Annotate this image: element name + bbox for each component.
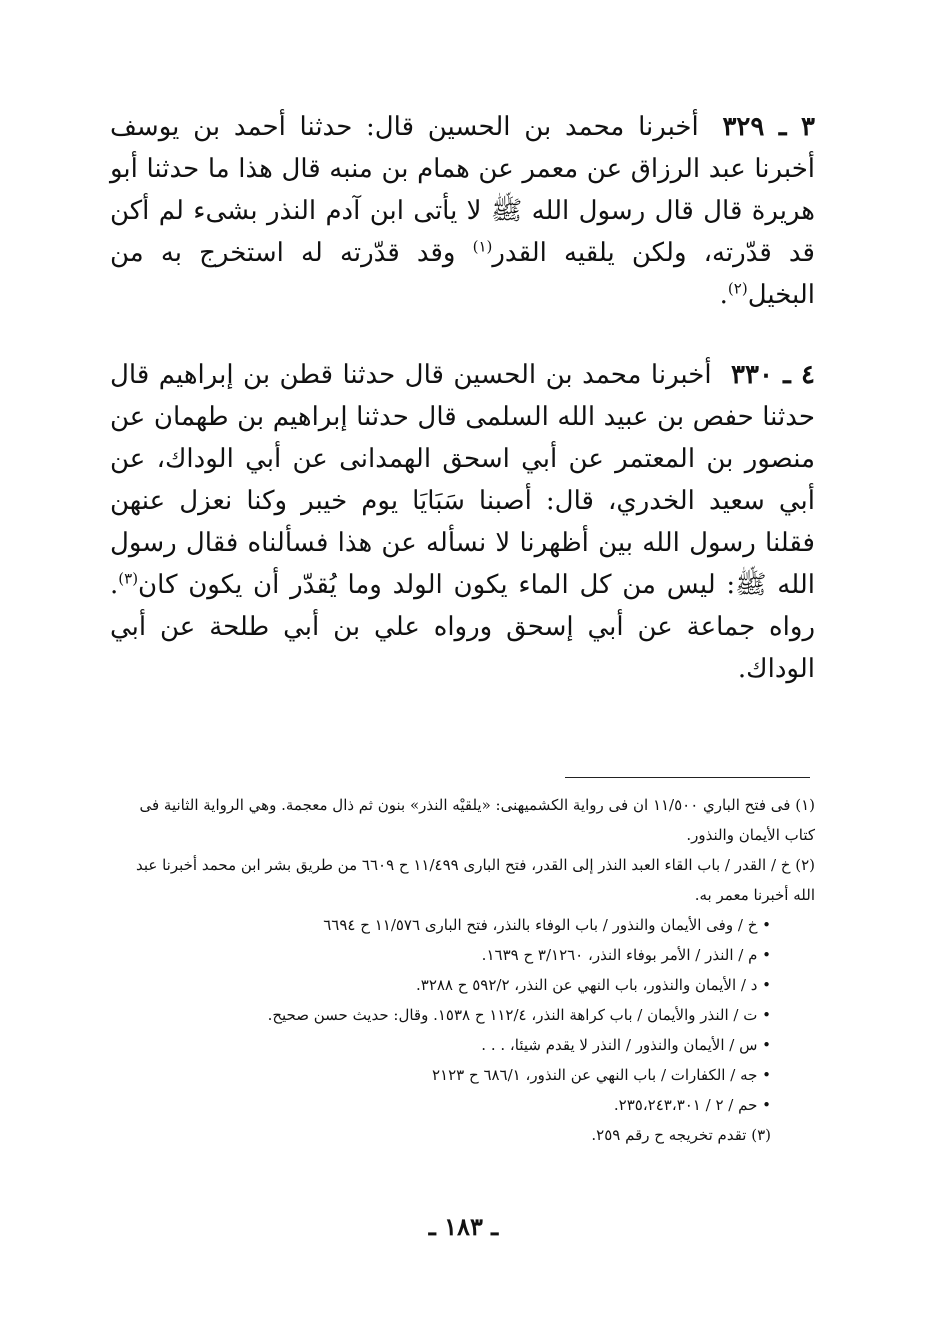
footnote-source: • س / الأيمان والنذور / النذر لا يقدم شيئا، . . . bbox=[481, 1036, 771, 1054]
footnote-1: (١) فى فتح الباري ١١/٥٠٠ ان فى رواية الكشميهنى: «يلقيْه النذر» بنون ثم ذال معجمة. وهي الرواية الثانية فى كتاب الأيمان والنذور. bbox=[139, 796, 815, 844]
hadith-number: ٤ ـ ٣٣٠ bbox=[731, 360, 815, 390]
hadith-text: أخبرنا محمد بن الحسين قال حدثنا قطن بن إبراهيم قال حدثنا حفص بن عبيد الله السلمى قال حدثنا إبراهيم بن طهمان عن منصور بن المعتمر عن أبي اسحق الهمدانى عن أبي الوداك، عن أبي سعيد الخدري، قال: أصبنا سَبَايَا يوم خيبر وكنا نعزل عنهن فقلنا رسول الله بين أظهرنا لا نسأله عن هذا فسألناه فقال رسول الله ﷺ: ليس من كل الماء يكون الولد وما يُقدّر أن يكون كان bbox=[110, 360, 815, 600]
hadith-number: ٣ ـ ٣٢٩ bbox=[722, 112, 815, 142]
hadith-text: أخبرنا محمد بن الحسين قال: حدثنا أحمد بن يوسف أخبرنا عبد الرزاق عن معمر عن همام بن منبه قال هذا ما حدثنا أبو هريرة قال قال رسول الله ﷺ لا يأتى ابن آدم النذر بشىء لم أكن قد قدّرته، ولكن يلقيه القدر bbox=[110, 112, 815, 268]
footnote-ref-1: (١) bbox=[472, 237, 493, 256]
footnote-3: (٣) تقدم تخريجه ح رقم ٢٥٩. bbox=[591, 1126, 771, 1144]
hadith-text: . رواه جماعة عن أبي إسحق ورواه علي بن أبي طلحة عن أبي الوداك. bbox=[110, 570, 815, 684]
hadith-text: وقد قدّرته له استخرج به من البخيل bbox=[110, 238, 815, 310]
footnote-source: • ت / النذر والأيمان / باب كراهة النذر، ١١٢/٤ ح ١٥٣٨. وقال: حديث حسن صحيح. bbox=[267, 1006, 771, 1024]
footnote-ref-2: (٢) bbox=[727, 279, 748, 298]
hadith-text: . bbox=[719, 280, 728, 310]
footnote-2: (٢) خ / القدر / باب القاء العبد النذر إلى القدر، فتح البارى ١١/٤٩٩ ح ٦٦٠٩ من طريق بشر ابن محمد أخبرنا عبد الله أخبرنا معمر به. bbox=[135, 856, 815, 904]
footnote-source: • خ / وفى الأيمان والنذور / باب الوفاء بالنذر، فتح البارى ١١/٥٧٦ ح ٦٦٩٤ bbox=[323, 916, 771, 934]
footnote-ref-3: (٣) bbox=[118, 569, 139, 588]
footnote-source: • م / النذر / الأمر بوفاء النذر، ٣/١٢٦٠ ح ١٦٣٩. bbox=[481, 946, 771, 964]
footnote-source: • جه / الكفارات / باب النهي عن النذور، ٦٨٦/١ ح ٢١٢٣ bbox=[431, 1066, 771, 1084]
page-number: ـ ١٨٣ ـ bbox=[428, 1212, 499, 1241]
footnote-source: • د / الأيمان والنذور، باب النهي عن النذر، ٥٩٢/٢ ح ٣٢٨٨. bbox=[415, 976, 771, 994]
hadith-329 bbox=[110, 106, 815, 316]
footnote-divider bbox=[565, 777, 810, 778]
hadith-330 bbox=[110, 354, 815, 690]
footnote-source: • حم / ٢ / ٢٣٥،٢٤٣،٣٠١. bbox=[613, 1096, 771, 1114]
footnotes bbox=[110, 790, 815, 1150]
